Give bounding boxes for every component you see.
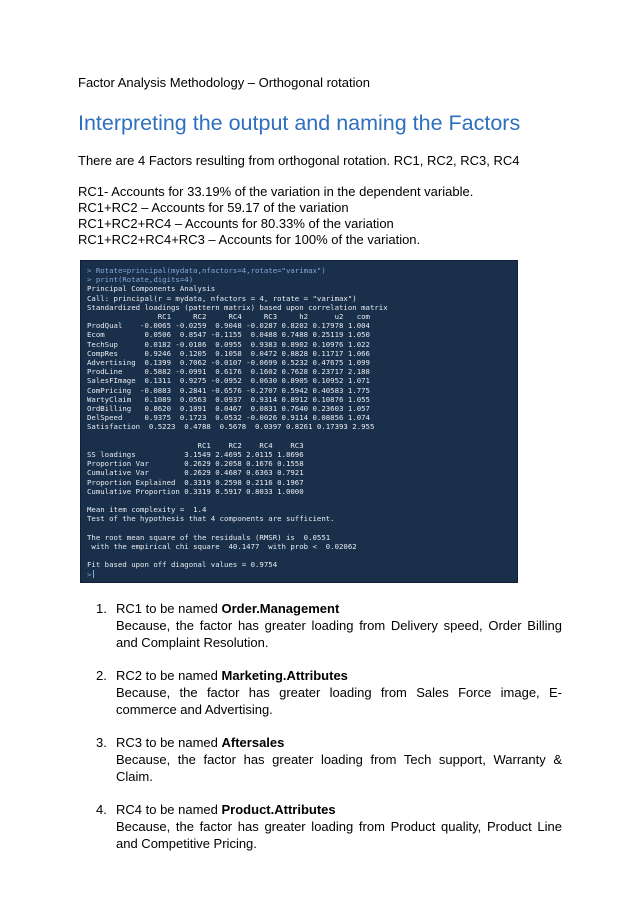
console-prompt	[87, 570, 511, 579]
factor-title	[116, 667, 562, 684]
factor-prefix: RC1 to be named	[116, 601, 222, 616]
factor-reason: Because, the factor has greater loading from Product quality, Product Line and Competitive Pricing.	[116, 819, 562, 851]
console-blank-line	[87, 551, 511, 560]
console-output-line: Standardized loadings (pattern matrix) based upon correlation matrix	[87, 302, 388, 312]
factor-prefix: RC2 to be named	[116, 668, 222, 683]
factor-prefix: RC3 to be named	[116, 735, 222, 750]
console-output-line: Satisfaction 0.5223 0.4788 0.5678 0.0397 0.8261 0.17393 2.955	[87, 422, 375, 432]
factor-name: Marketing.Attributes	[221, 668, 348, 683]
factor-title	[116, 600, 562, 617]
console-prompt-symbol: >	[87, 569, 92, 579]
intro-paragraph: There are 4 Factors resulting from orthogonal rotation. RC1, RC2, RC3, RC4	[78, 153, 520, 168]
console-output-line: Fit based upon off diagonal values = 0.9754	[87, 560, 278, 570]
factor-naming-list	[96, 600, 562, 868]
factor-name: Product.Attributes	[221, 802, 336, 817]
factor-name: Aftersales	[221, 735, 285, 750]
console-output	[87, 284, 511, 569]
variance-line-2: RC1+RC2 – Accounts for 59.17 of the variation	[78, 200, 349, 215]
console-blank-line	[87, 496, 511, 505]
list-number: 2.	[96, 668, 107, 683]
console-output-line: ProdQual -0.0065 -0.0259 0.9048 -0.0287 0.8202 0.17978 1.004	[87, 321, 370, 331]
factor-title	[116, 801, 562, 818]
console-blank-line	[87, 432, 511, 441]
console-output-line: The root mean square of the residuals (RMSR) is 0.0551	[87, 532, 331, 542]
list-item	[96, 600, 562, 651]
console-blank-line	[87, 524, 511, 533]
console-output-line: SalesFImage 0.1311 0.9275 -0.0952 0.0630 0.8905 0.10952 1.071	[87, 376, 370, 386]
console-output-line: Proportion Var 0.2629 0.2058 0.1676 0.1558	[87, 459, 304, 469]
console-output-line: RC1 RC2 RC4 RC3	[87, 440, 304, 450]
list-number: 1.	[96, 601, 107, 616]
r-console-screenshot	[80, 260, 518, 583]
console-output-line: Cumulative Var 0.2629 0.4687 0.6363 0.7921	[87, 468, 304, 478]
list-number: 4.	[96, 802, 107, 817]
console-command: > print(Rotate,digits=4)	[87, 275, 194, 285]
factor-reason: Because, the factor has greater loading from Delivery speed, Order Billing and Complaint Resolution.	[116, 618, 562, 650]
factor-title	[116, 734, 562, 751]
console-output-line: Ecom 0.0506 0.8547 -0.1155 0.0488 0.7488 0.25119 1.050	[87, 330, 370, 340]
variance-line-1: RC1- Accounts for 33.19% of the variation in the dependent variable.	[78, 184, 474, 199]
console-output-line: Proportion Explained 0.3319 0.2598 0.2116 0.1967	[87, 477, 304, 487]
console-output-line: Call: principal(r = mydata, nfactors = 4, rotate = "varimax")	[87, 293, 357, 303]
console-output-line: ComPricing -0.0883 0.2841 -0.6576 -0.2707 0.5942 0.40583 1.775	[87, 385, 370, 395]
section-heading: Interpreting the output and naming the Factors	[78, 111, 521, 135]
console-output-line: RC1 RC2 RC4 RC3 h2 u2 com	[87, 312, 370, 322]
factor-name: Order.Management	[221, 601, 340, 616]
console-output-line: Cumulative Proportion 0.3319 0.5917 0.8033 1.0000	[87, 486, 304, 496]
console-output-line: Test of the hypothesis that 4 components are sufficient.	[87, 514, 335, 524]
console-output-line: Mean item complexity = 1.4	[87, 505, 207, 515]
list-number: 3.	[96, 735, 107, 750]
list-item	[96, 734, 562, 785]
factor-reason: Because, the factor has greater loading from Sales Force image, E-commerce and Advertising.	[116, 685, 562, 717]
list-item	[96, 801, 562, 852]
variance-line-3: RC1+RC2+RC4 – Accounts for 80.33% of the variation	[78, 216, 394, 231]
console-output-line: with the empirical chi square 40.1477 with prob < 0.02062	[87, 542, 357, 552]
document-subtitle: Factor Analysis Methodology – Orthogonal rotation	[78, 75, 370, 90]
console-output-line: CompRes 0.9246 0.1205 0.1058 0.0472 0.8828 0.11717 1.066	[87, 348, 370, 358]
console-command: > Rotate=principal(mydata,nfactors=4,rotate="varimax")	[87, 266, 326, 275]
factor-reason: Because, the factor has greater loading from Tech support, Warranty & Claim.	[116, 752, 562, 784]
list-item	[96, 667, 562, 718]
factor-prefix: RC4 to be named	[116, 802, 222, 817]
console-output-line: Advertising 0.1399 0.7062 -0.0107 -0.0699 0.5232 0.47675 1.099	[87, 358, 370, 368]
console-output-line: SS loadings 3.1549 2.4695 2.0115 1.8696	[87, 450, 304, 460]
console-output-line: OrdBilling 0.8620 0.1091 0.0467 0.0831 0.7640 0.23603 1.057	[87, 404, 370, 414]
cursor-icon	[93, 570, 94, 578]
console-output-line: Principal Components Analysis	[87, 284, 216, 294]
console-output-line: ProdLine 0.5882 -0.0991 0.6176 0.1602 0.7628 0.23717 2.188	[87, 367, 370, 377]
console-output-line: TechSup 0.0182 -0.0186 0.0955 0.9383 0.8902 0.10976 1.022	[87, 339, 370, 349]
console-output-line: WartyClaim 0.1089 0.0563 0.0937 0.9314 0.8912 0.10876 1.055	[87, 394, 370, 404]
variance-line-4: RC1+RC2+RC4+RC3 – Accounts for 100% of the variation.	[78, 232, 421, 247]
console-output-line: DelSpeed 0.9375 0.1723 0.0532 -0.0026 0.9114 0.08856 1.074	[87, 413, 370, 423]
